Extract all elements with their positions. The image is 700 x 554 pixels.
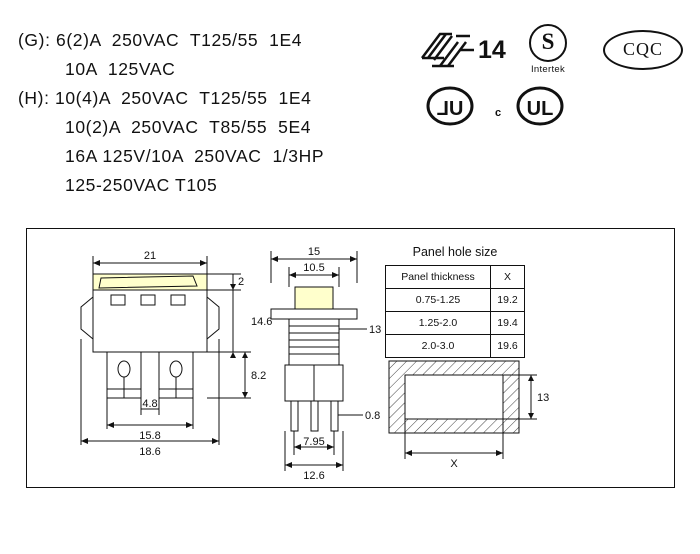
spec-line: 10(2)A 250VAC T85/55 5E4 [65,117,312,137]
spec-line: 16A 125V/10A 250VAC 1/3HP [65,146,325,166]
column-header-x: X [490,266,524,289]
spec-line: (G): 6(2)A 250VAC T125/55 1E4 [18,30,303,50]
dim-hole-height: 13 [537,392,550,404]
dim-front-pin-gap: 4.8 [142,398,158,410]
dim-side-w2: 12.6 [303,470,325,482]
cell-x: 19.6 [490,335,524,358]
dim-side-top: 15 [307,246,321,258]
dim-side-mid: 13 [369,324,382,336]
ul-marks-icon [426,84,586,134]
intertek-s-mark-icon [526,24,570,75]
panel-hole-size-table [385,245,525,358]
spec-line: (H): 10(4)A 250VAC T125/55 1E4 [18,88,312,108]
cell-thickness: 0.75-1.25 [386,289,491,312]
dim-front-body-height: 14.6 [251,316,273,328]
dim-side-top2: 10.5 [303,262,325,274]
spec-line: 10A 125VAC [65,59,176,79]
spec-line: 125-250VAC T105 [65,175,218,195]
table-row [386,289,525,312]
dim-hole-width: X [450,458,458,470]
svg-text:UL: UL [526,98,554,120]
cell-x: 19.2 [490,289,524,312]
enec-number: 14 [478,36,506,64]
dim-side-pin: 0.8 [365,410,381,422]
table-header-row [386,266,525,289]
electrical-specifications [18,26,324,200]
column-header-thickness: Panel thickness [386,266,491,289]
svg-text:c: c [494,107,502,119]
dim-front-width-2: 15.8 [139,430,161,442]
dim-front-terminal-height: 8.2 [251,370,267,382]
dim-front-width-3: 18.6 [139,446,161,458]
dim-front-width: 21 [143,250,157,262]
cqc-label: CQC [622,39,663,59]
dim-side-w1: 7.95 [303,436,325,448]
cell-x: 19.4 [490,312,524,335]
table-row [386,312,525,335]
cell-thickness: 1.25-2.0 [386,312,491,335]
s-letter: S [541,29,555,54]
table-caption: Panel hole size [412,245,498,259]
cell-thickness: 2.0-3.0 [386,335,491,358]
table-row [386,335,525,358]
intertek-label: Intertek [530,64,566,75]
front-view-drawing [55,229,285,485]
panel-hole-drawing [371,347,551,487]
technical-drawing-frame [26,228,675,488]
svg-text:UL: UL [436,98,464,120]
cqc-mark-icon [603,30,683,70]
enec-mark-icon [418,28,513,76]
dim-front-rocker-height: 2 [238,276,245,288]
certification-marks [418,22,688,142]
